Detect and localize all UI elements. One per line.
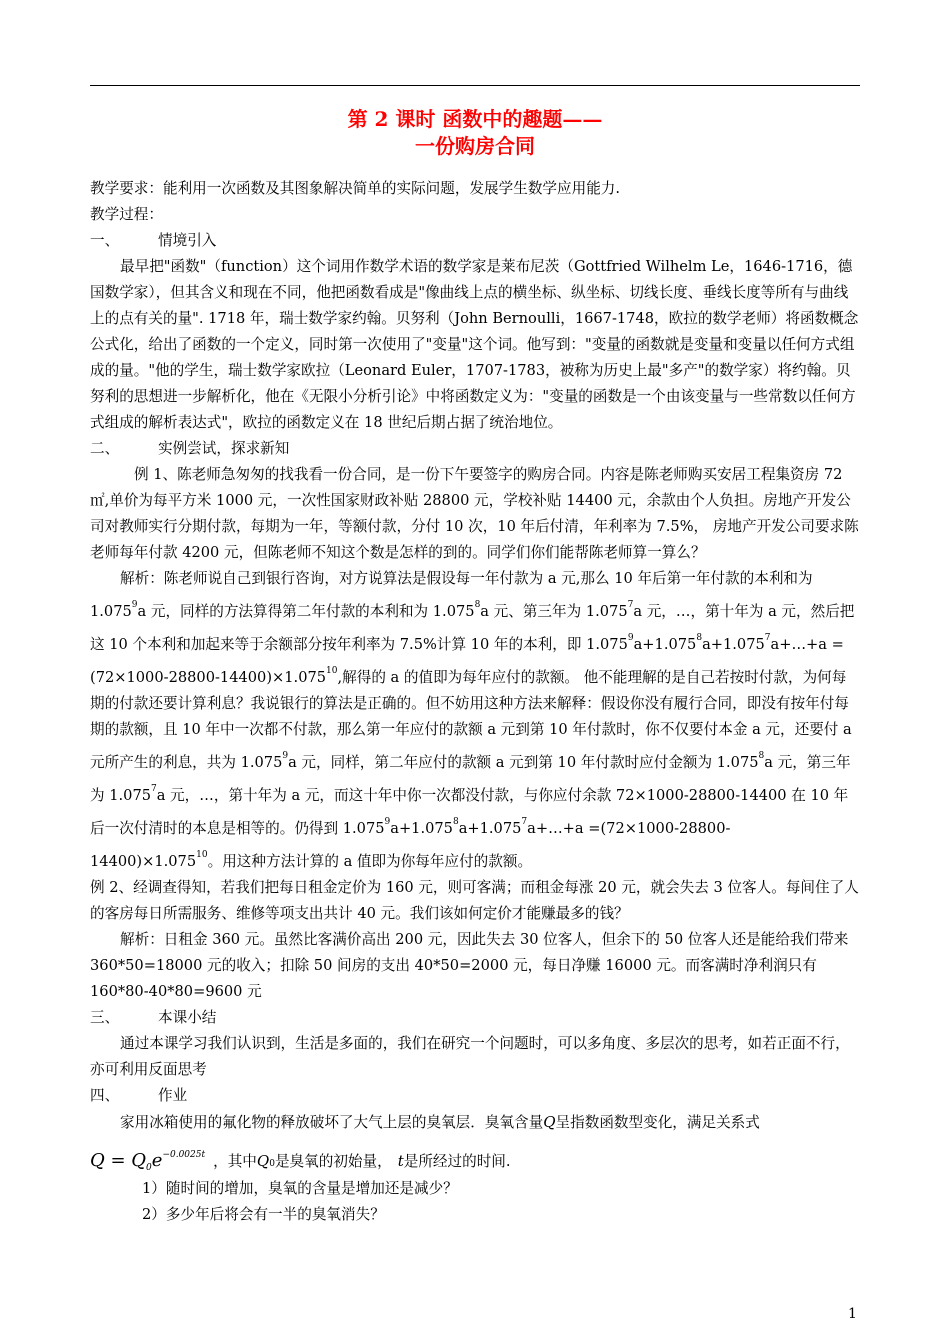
title-line-1: 第 2 课时 函数中的趣题—— <box>347 107 603 131</box>
section-4-heading <box>90 1083 860 1109</box>
section-number: 四、 <box>90 1087 120 1104</box>
document-body <box>90 176 860 1228</box>
homework-question-1: 1）随时间的增加，臭氧的含量是增加还是减少？ <box>142 1180 458 1197</box>
intro-paragraph: 最早把"函数"（function）这个词用作数学术语的数学家是莱布尼茨（Gottfried Wilhelm Le，1646-1716，德国数学家），但其含义和现在不同，他把函数看成是"像曲线上点的横坐标、纵坐标、切线长度、垂线长度等所有与曲线上的点有关的量". 1718 年，瑞士数学家约翰。贝努利（John Bernoulli，1667-1748，欧拉的数学老师）将函数概念公式化，给出了函数的一个定义，同时第一次使用了"变量"这个词。他写到："变量的函数就是变量和变量以任何方式组成的量。"他的学生，瑞士数学家欧拉（Leonard Euler，1707-1783，被称为历史上最"多产"的数学家）将约翰。贝努利的思想进一步解析化，他在《无限小分析引论》中将函数定义为："变量的函数是一个由该变量与一些常数以任何方式组成的解析表达式"，欧拉的函数定义在 18 世纪后期占据了统治地位。 <box>90 258 859 431</box>
teaching-process-label: 教学过程： <box>90 206 163 223</box>
section-number: 三、 <box>90 1009 120 1026</box>
section-title: 实例尝试，探求新知 <box>158 440 290 457</box>
section-title: 作业 <box>158 1087 188 1104</box>
ozone-formula: $Q = Q_0e^{-0.0025t}$ ，其中 Q 0 是臭氧的初始量， t 是所经过的时间. <box>90 1142 860 1176</box>
page-number: 1 <box>848 1306 857 1322</box>
title-line-2: 一份购房合同 <box>415 134 535 158</box>
analysis-1: 解析：陈老师说自己到银行咨询，对方说算法是假设每一年付款为 a 元,那么 10 年后第一年付款的本利和为 1.075$^9$a 元，同样的方法算得第二年付款的本利和为 1.075$^8$a 元、第三年为 1.075$^7$a 元，…，第十年为 a 元，然后把这 10 个本利和加起来等于余额部分按年利率为 7.5%计算 10 年的本利，即 $1.075^9a+1.075^8a+1.075^7a+\dots+a =(72\times 1000-28800-14400)\times 1.075^{10}$,解得的 a 的值即为每年应付的款额。 他不能理解的是自己若按时付款，为何每期的付款还要计算利息？我说银行的算法是正确的。但不妨用这种方法来解释：假设你没有履行合同，即没有按年付每期的款额，且 10 年中一次都不付款，那么第一年应付的款额 a 元到第 10 年付款时，你不仅要付本金 a 元，还要付 a 元所产生的利息，共为 1.075$^9$a 元，同样，第二年应付的款额 a 元到第 10 年付款时应付金额为 1.075$^8$a 元，第三年为 1.075$^7$a 元，…，第十年为 a 元，而这十年中你一次都没付款，与你应付余款 72×1000-28800-14400 在 10 年后一次付清时的本息是相等的。仍得到 $1.075^9a+1.075^8a+1.075^7a+\dots+a =(72\times 1000-28800-14400)\times 1.075^{10}$。用这种方法计算的 a 值即为你每年应付的款额。 <box>90 570 855 870</box>
section-2-heading <box>90 436 860 462</box>
section-3-heading <box>90 1005 860 1031</box>
header-rule <box>90 85 860 86</box>
section-number: 二、 <box>90 440 120 457</box>
teaching-requirement: 教学要求：能利用一次函数及其图象解决简单的实际问题，发展学生数学应用能力. <box>90 180 621 197</box>
section-title: 本课小结 <box>158 1009 217 1026</box>
formula-expression: $Q = Q_0e^{-0.0025t}$ <box>90 1150 206 1173</box>
section-number: 一、 <box>90 232 120 249</box>
section-1-heading <box>90 228 860 254</box>
example-1: 例 1、陈老师急匆匆的找我看一份合同，是一份下午要签字的购房合同。内容是陈老师购买安居工程集资房 72㎡,单价为每平方米 1000 元，一次性国家财政补贴 28800 元，学校补贴 14400 元，余款由个人负担。房地产开发公司对教师实行分期付款，每期为一年，等额付款，分付 10 次，10 年后付清，年利率为 7.5%， 房地产开发公司要求陈老师每年付款 4200 元，但陈老师不知这个数是怎样的到的。同学们你们能帮陈老师算一算么？ <box>90 466 859 561</box>
analysis-2: 解析：日租金 360 元。虽然比客满价高出 200 元，因此失去 30 位客人，但余下的 50 位客人还是能给我们带来 360*50=18000 元的收入；扣除 50 间房的支出 40*50=2000 元，每日净赚 16000 元。而客满时净利润只有 160*80-40*80=9600 元 <box>90 931 849 1000</box>
section-title: 情境引入 <box>158 232 217 249</box>
summary-paragraph: 通过本课学习我们认识到，生活是多面的，我们在研究一个问题时，可以多角度、多层次的思考，如若正面不行，亦可利用反面思考 <box>90 1035 850 1078</box>
example-2: 例 2、经调查得知，若我们把每日租金定价为 160 元，则可客满；而租金每涨 20 元，就会失去 3 位客人。每间住了人的客房每日所需服务、维修等项支出共计 40 元。我们该如何定价才能赚最多的钱？ <box>90 879 859 922</box>
homework-intro: 家用冰箱使用的氟化物的释放破坏了大气上层的臭氧层．臭氧含量Q呈指数函数型变化，满足关系式 <box>120 1113 760 1131</box>
homework-question-2: 2）多少年后将会有一半的臭氧消失？ <box>142 1206 385 1223</box>
